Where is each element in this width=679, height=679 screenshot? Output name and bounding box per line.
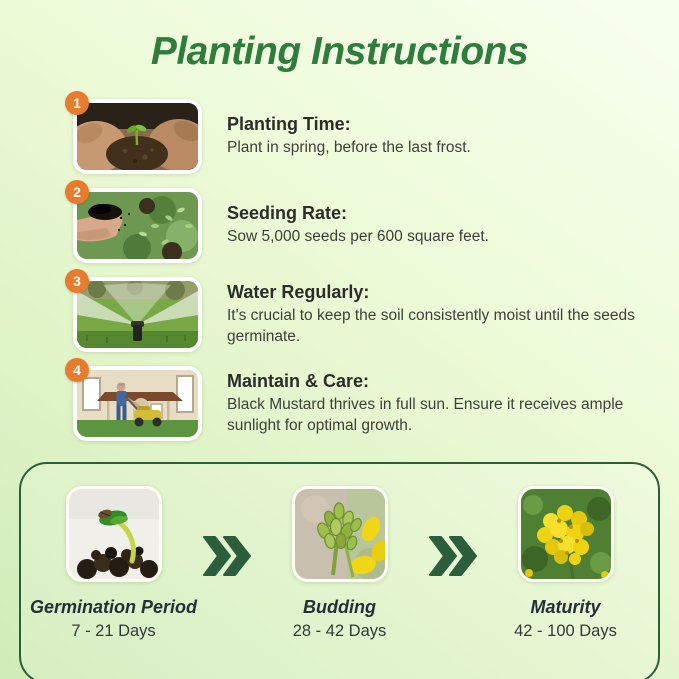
step-heading: Planting Time: — [227, 114, 351, 135]
step-planting-time — [73, 95, 659, 174]
maturity-illustration — [521, 489, 611, 579]
seeding-illustration — [77, 192, 198, 259]
page-title: Planting Instructions — [150, 30, 529, 73]
sprinkler-illustration — [77, 281, 198, 348]
step-seeding-rate — [73, 184, 659, 263]
stage-days: 42 - 100 Days — [514, 622, 617, 640]
stage-maturity — [477, 486, 655, 641]
hands-sprout-illustration — [77, 103, 198, 170]
stage-germination — [25, 486, 203, 641]
hands-holding-soil-with-sprout-photo — [73, 99, 202, 174]
growth-timeline-panel — [19, 462, 660, 679]
step-body: Sow 5,000 seeds per 600 square feet. — [227, 228, 489, 246]
stage-label: Budding — [303, 597, 376, 617]
sprinkler-photo — [73, 277, 202, 352]
hand-sowing-seeds-photo — [73, 188, 202, 263]
yellow-flowers-photo — [518, 486, 614, 582]
step-number-badge: 2 — [65, 180, 89, 204]
step-number-badge: 1 — [65, 91, 89, 115]
step-number-badge: 3 — [65, 269, 89, 293]
green-buds-photo — [292, 486, 388, 582]
step-heading: Maintain & Care: — [227, 371, 370, 392]
double-chevron-icon — [429, 536, 477, 576]
double-chevron-icon — [203, 536, 251, 576]
stage-budding — [251, 486, 429, 641]
step-maintain-care — [73, 362, 659, 441]
stage-label: Germination Period — [29, 597, 198, 617]
seedling-sprout-photo — [66, 486, 162, 582]
stage-days: 28 - 42 Days — [292, 622, 387, 640]
stage-label: Maturity — [530, 597, 601, 617]
seedling-illustration — [69, 489, 159, 579]
mowing-illustration — [77, 370, 198, 437]
step-water-regularly — [73, 273, 659, 352]
budding-illustration — [295, 489, 385, 579]
steps-list — [73, 95, 659, 441]
mowing-lawn-photo — [73, 366, 202, 441]
step-body: Black Mustard thrives in full sun. Ensure it receives ample sunlight for optimal growth. — [227, 396, 624, 434]
stage-days: 7 - 21 Days — [71, 622, 156, 640]
step-body: It's crucial to keep the soil consistently moist until the seeds germinate. — [227, 307, 635, 345]
step-heading: Seeding Rate: — [227, 203, 348, 224]
step-body: Plant in spring, before the last frost. — [227, 139, 471, 157]
step-heading: Water Regularly: — [227, 282, 370, 303]
step-number-badge: 4 — [65, 358, 89, 382]
